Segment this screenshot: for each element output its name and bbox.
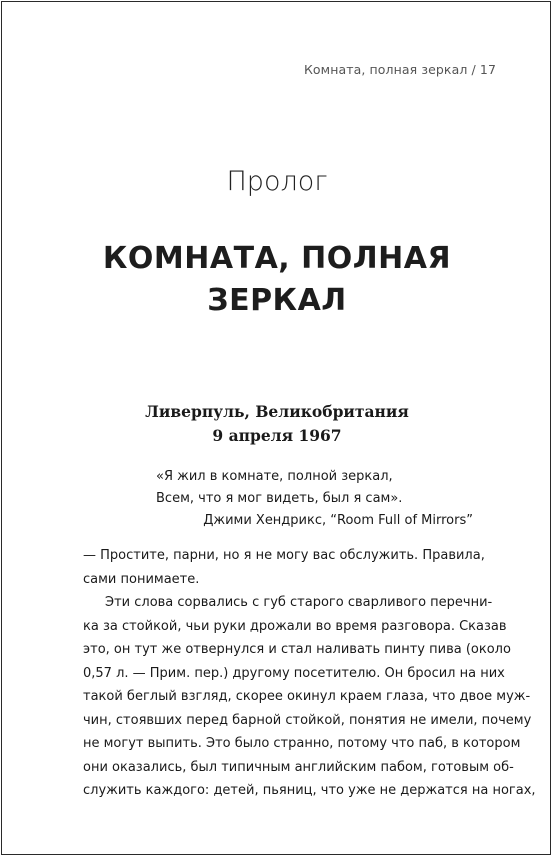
body-line: — Простите, парни, но я не могу вас обслужить. Правила,	[83, 548, 485, 563]
body-line: сами понимаете.	[83, 571, 200, 587]
body-line: такой беглый взгляд, скорее окинул краем глаза, что двое муж-	[83, 689, 531, 704]
date-heading: 9 апреля 1967	[212, 426, 342, 445]
epigraph-line-2: Всем, что я мог видеть, был я сам».	[156, 491, 403, 506]
running-head: Комната, полная зеркал / 17	[303, 62, 496, 77]
body-line: ка за стойкой, чьи руки дрожали во время разговора. Сказав	[83, 618, 507, 634]
body-line: не могут выпить. Это было странно, потому что паб, в котором	[83, 736, 521, 751]
body-line: Эти слова сорвались с губ старого сварливого перечни-	[105, 595, 493, 610]
chapter-title-line-1: КОМНАТА, ПОЛНАЯ	[102, 241, 452, 276]
body-line: они оказались, был типичным английским пабом, готовым об-	[83, 759, 514, 775]
body-line: чин, стоявших перед барной стойкой, понятия не имели, почему	[83, 712, 532, 728]
body-line: 0,57 л. — Прим. пер.) другому посетителю. Он бросил на них	[83, 665, 505, 681]
epigraph-line-1: «Я жил в комнате, полной зеркал,	[156, 469, 393, 484]
epigraph	[156, 466, 476, 532]
body-text	[83, 544, 536, 803]
chapter-title-line-2: ЗЕРКАЛ	[207, 283, 347, 318]
chapter-title	[0, 238, 554, 322]
body-line: это, он тут же отвернулся и стал наливать пинту пива (около	[83, 642, 511, 657]
body-line: служить каждого: детей, пьяниц, что уже не держатся на ногах,	[83, 783, 536, 798]
prolog-heading: Пролог	[226, 166, 328, 197]
place-heading: Ливерпуль, Великобритания	[145, 402, 409, 421]
epigraph-attribution: Джими Хендрикс, “Room Full of Mirrors”	[203, 513, 473, 528]
